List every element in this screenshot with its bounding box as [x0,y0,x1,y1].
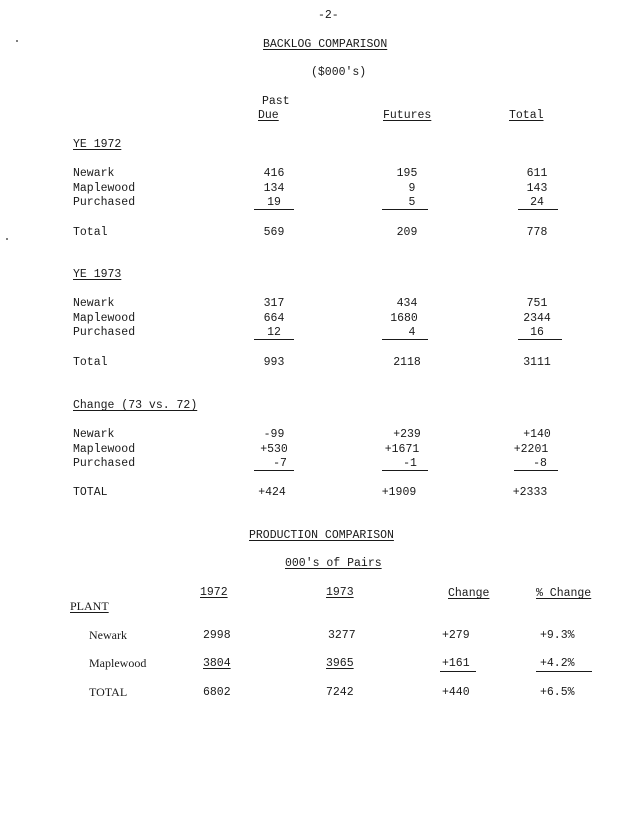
past-due-value: 19 [267,196,281,209]
ye1972-heading: YE 1972 [73,138,122,151]
total-value: 16 [530,326,544,339]
col-change: Change [448,587,490,600]
col-1972: 1972 [200,586,228,599]
row-label: Purchased [73,326,136,339]
value-1972: 2998 [203,629,231,642]
plant-row-label: Newark [89,628,127,642]
total-value: 2344 [523,312,551,325]
futures-value: 434 [396,297,418,310]
subtotal-rule [254,209,294,210]
total-value: 611 [526,167,548,180]
futures-value: -1 [403,457,417,470]
subtotal-rule [518,339,562,340]
subtotal-rule [514,470,558,471]
backlog-units: ($000's) [311,66,367,79]
scan-speck [6,238,8,240]
past-due-total: 569 [263,226,285,239]
value-1973: 3965 [326,657,354,670]
value-pct: +6.5% [540,686,575,699]
futures-value: +239 [393,428,421,441]
backlog-title: BACKLOG COMPARISON [263,38,388,51]
subtotal-rule [254,339,294,340]
total-value: -8 [533,457,547,470]
futures-total: 2118 [393,356,421,369]
value-1973: 3277 [328,629,356,642]
row-label: Purchased [73,196,136,209]
grand-total: +2333 [512,486,548,499]
plant-label: PLANT [70,599,109,613]
subtotal-rule [382,470,428,471]
futures-value: 5 [408,196,416,209]
col-pct-change: % Change [536,587,592,600]
past-due-total: 993 [263,356,285,369]
plant-row-label: Maplewood [89,656,147,670]
value-change: +161 [442,657,470,670]
plant-row-label: TOTAL [89,685,128,699]
value-1972: 6802 [203,686,231,699]
past-due-value: -7 [273,457,287,470]
col-total: Total [509,109,544,122]
futures-value: 1680 [390,312,418,325]
past-due-value: 416 [263,167,285,180]
row-label: Purchased [73,457,136,470]
subtotal-rule [382,339,428,340]
total-label: Total [73,356,108,369]
total-value: +2201 [513,443,549,456]
change-heading: Change (73 vs. 72) [73,399,198,412]
scan-speck [16,40,18,42]
total-label: TOTAL [73,486,108,499]
production-units: 000's of Pairs [285,557,382,570]
futures-total: +1909 [381,486,417,499]
past-due-value: 12 [267,326,281,339]
subtotal-rule [254,470,294,471]
col-past-due-line2: Due [258,109,279,122]
grand-total: 778 [526,226,548,239]
value-1973: 7242 [326,686,354,699]
production-title: PRODUCTION COMPARISON [249,529,394,542]
subtotal-rule [382,209,428,210]
grand-total: 3111 [523,356,551,369]
value-pct: +9.3% [540,629,575,642]
page-number: -2- [318,9,339,22]
row-label: Newark [73,297,115,310]
ye1973-heading: YE 1973 [73,268,122,281]
total-value: +140 [523,428,551,441]
col-1973: 1973 [326,586,354,599]
futures-value: +1671 [384,443,420,456]
total-value: 751 [526,297,548,310]
subtotal-rule [440,671,476,672]
subtotal-rule [536,671,592,672]
past-due-total: +424 [258,486,286,499]
value-pct: +4.2% [540,657,575,670]
row-label: Maplewood [73,312,136,325]
futures-value: 195 [396,167,418,180]
total-value: 24 [530,196,544,209]
futures-total: 209 [396,226,418,239]
subtotal-rule [518,209,558,210]
total-value: 143 [526,182,548,195]
past-due-value: 317 [263,297,285,310]
past-due-value: +530 [260,443,288,456]
row-label: Newark [73,167,115,180]
past-due-value: -99 [263,428,285,441]
past-due-value: 134 [263,182,285,195]
value-change: +279 [442,629,470,642]
past-due-value: 664 [263,312,285,325]
value-1972: 3804 [203,657,231,670]
col-futures: Futures [383,109,432,122]
futures-value: 4 [408,326,416,339]
value-change: +440 [442,686,470,699]
row-label: Newark [73,428,115,441]
row-label: Maplewood [73,182,136,195]
col-past-due-line1: Past [262,95,290,108]
row-label: Maplewood [73,443,136,456]
total-label: Total [73,226,108,239]
futures-value: 9 [408,182,416,195]
